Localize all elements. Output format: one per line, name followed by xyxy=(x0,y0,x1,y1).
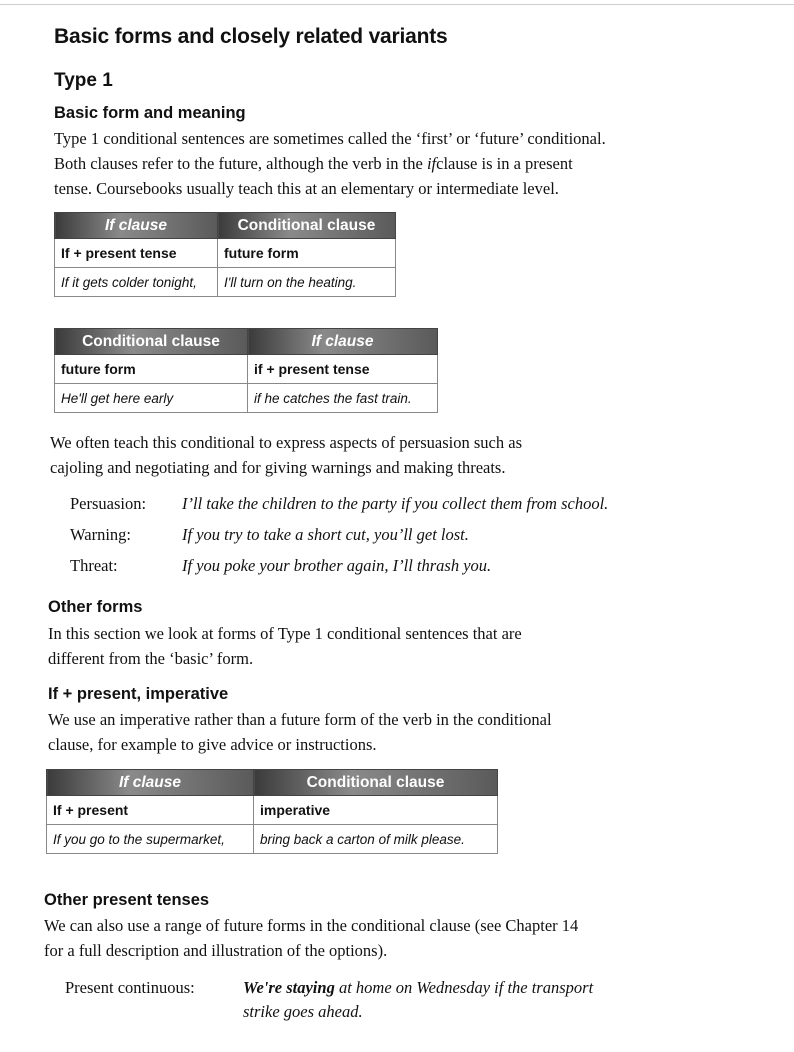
table3-cell-form-conditional: imperative xyxy=(254,796,498,825)
other-forms-paragraph xyxy=(48,621,748,671)
example-text-line-2: strike goes ahead. xyxy=(243,1002,363,1021)
basic-line-1: Type 1 conditional sentences are sometimes called the ‘first’ or ‘future’ conditional. xyxy=(54,129,606,148)
table-if-conditional-3 xyxy=(46,769,498,854)
table1-cell-form-if: If + present tense xyxy=(55,239,218,268)
persuasion-line-2: cajoling and negotiating and for giving warnings and making threats. xyxy=(50,458,506,477)
imperative-line-2: clause, for example to give advice or instructions. xyxy=(48,735,377,754)
basic-line-2: Both clauses refer to the future, although the verb in the ifclause is in a present xyxy=(54,154,573,173)
example-label: Present continuous: xyxy=(65,978,195,997)
other-present-heading: Other present tenses xyxy=(44,891,210,909)
table1-header-conditional: Conditional clause xyxy=(218,213,396,239)
page-title: Basic forms and closely related variants xyxy=(54,25,448,48)
table1-cell-form-conditional: future form xyxy=(218,239,396,268)
table3-header-if: If clause xyxy=(47,770,254,796)
imperative-line-1: We use an imperative rather than a future form of the verb in the conditional xyxy=(48,710,552,729)
example-label: Warning: xyxy=(70,525,131,544)
other-forms-line-2: different from the ‘basic’ form. xyxy=(48,649,254,668)
table2-header-if: If clause xyxy=(248,329,438,355)
table2-cell-example-if: if he catches the fast train. xyxy=(248,384,438,413)
example-text: If you poke your brother again, I’ll thrash you. xyxy=(182,556,492,575)
page-top-rule xyxy=(0,4,794,5)
example-text: I’ll take the children to the party if you collect them from school. xyxy=(182,494,609,513)
other-forms-heading: Other forms xyxy=(48,598,143,616)
table-conditional-if-2 xyxy=(54,328,438,413)
other-present-line-1: We can also use a range of future forms in the conditional clause (see Chapter 14 xyxy=(44,916,579,935)
table2-cell-form-conditional: future form xyxy=(55,355,248,384)
example-present-continuous xyxy=(65,978,765,1028)
basic-line-3: tense. Coursebooks usually teach this at an elementary or intermediate level. xyxy=(54,179,559,198)
table1-header-if: If clause xyxy=(55,213,218,239)
table3-cell-form-if: If + present xyxy=(47,796,254,825)
example-label: Threat: xyxy=(70,556,118,575)
persuasion-paragraph xyxy=(50,430,750,480)
table2-cell-form-if: if + present tense xyxy=(248,355,438,384)
type1-heading: Type 1 xyxy=(54,70,113,91)
table2-header-conditional: Conditional clause xyxy=(55,329,248,355)
example-text: We're staying at home on Wednesday if the transport xyxy=(243,978,594,997)
imperative-heading: If + present, imperative xyxy=(48,685,229,703)
persuasion-line-1: We often teach this conditional to express aspects of persuasion such as xyxy=(50,433,522,452)
example-text: If you try to take a short cut, you’ll get lost. xyxy=(182,525,469,544)
table1-cell-example-if: If it gets colder tonight, xyxy=(55,268,218,297)
basic-form-paragraph xyxy=(54,126,754,201)
other-present-paragraph xyxy=(44,913,764,963)
basic-form-heading: Basic form and meaning xyxy=(54,104,246,122)
other-forms-line-1: In this section we look at forms of Type 1 conditional sentences that are xyxy=(48,624,522,643)
table-if-conditional-1 xyxy=(54,212,396,297)
example-label: Persuasion: xyxy=(70,494,147,513)
table3-cell-example-conditional: bring back a carton of milk please. xyxy=(254,825,498,854)
imperative-paragraph xyxy=(48,707,748,757)
table1-cell-example-conditional: I'll turn on the heating. xyxy=(218,268,396,297)
table2-cell-example-conditional: He'll get here early xyxy=(55,384,248,413)
table3-cell-example-if: If you go to the supermarket, xyxy=(47,825,254,854)
other-present-line-2: for a full description and illustration of the options). xyxy=(44,941,388,960)
table3-header-conditional: Conditional clause xyxy=(254,770,498,796)
